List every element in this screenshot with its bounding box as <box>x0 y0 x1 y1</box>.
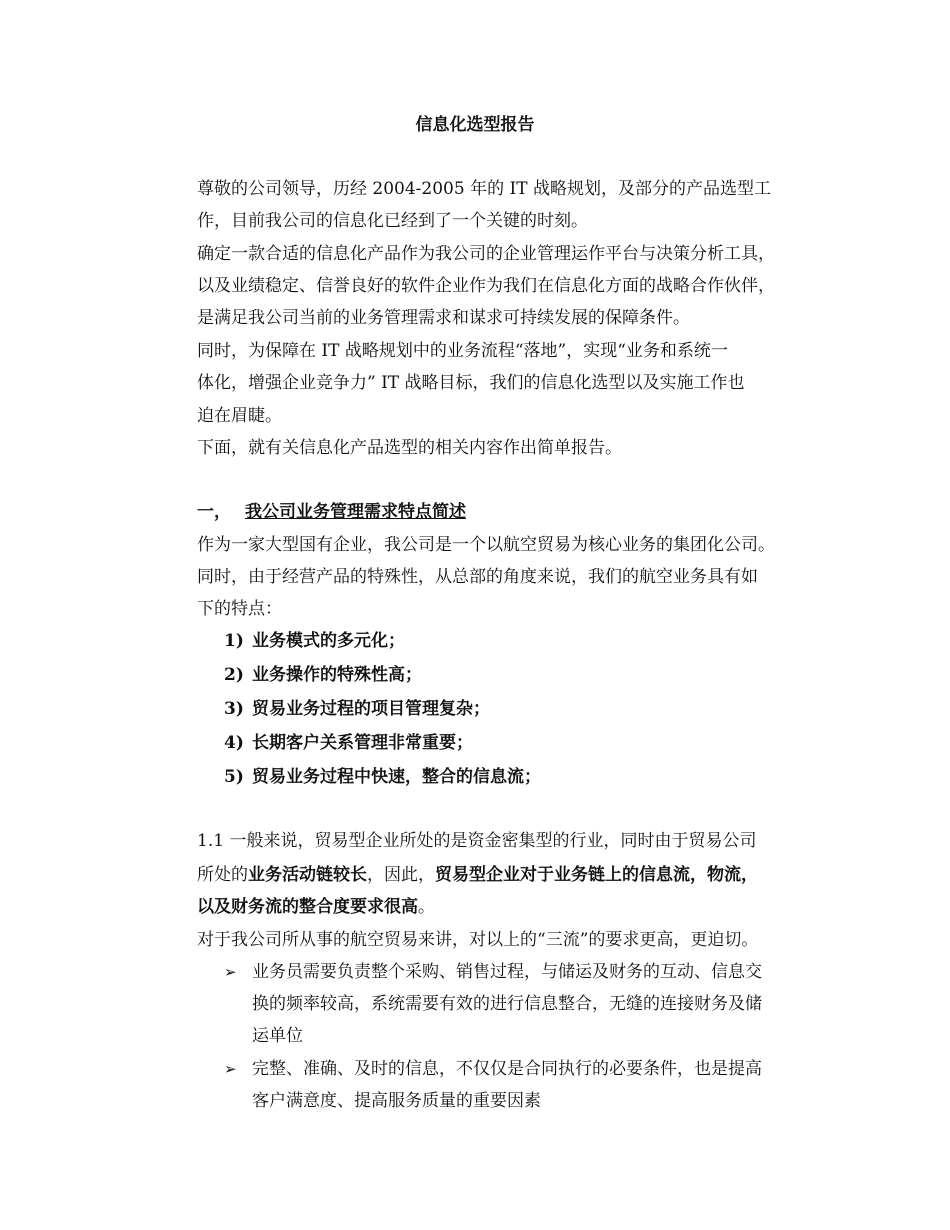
section1-1-text: 所处的 <box>197 865 248 885</box>
intro-p1-line2: 作，目前我公司的信息化已经到了一个关键的时刻。 <box>197 211 588 231</box>
list-item <box>224 630 405 652</box>
list-item-number: 1) <box>224 631 244 651</box>
list-item <box>224 664 422 686</box>
section1-1-line4: 对于我公司所从事的航空贸易来讲，对以上的“三流”的要求更高，更迫切。 <box>197 930 759 950</box>
section1-intro-line2: 同时，由于经营产品的特殊性，从总部的角度来说，我们的航空业务具有如 <box>197 567 758 587</box>
document-title: 信息化选型报告 <box>415 115 535 135</box>
section1-heading-text: 我公司业务管理需求特点简述 <box>245 502 466 522</box>
bullet-1-line1: 业务员需要负责整个采购、销售过程，与储运及财务的互动、信息交 <box>252 962 762 982</box>
list-item-number: 4) <box>224 733 244 753</box>
list-item-number: 5) <box>224 767 244 787</box>
list-item-text: 长期客户关系管理非常重要； <box>252 733 473 753</box>
bullet-1-line2: 换的频率较高，系统需要有效的进行信息整合，无缝的连接财务及储 <box>252 994 762 1014</box>
intro-p2-line1: 确定一款合适的信息化产品作为我公司的企业管理运作平台与决策分析工具， <box>197 244 775 264</box>
section1-1-emphasis: 贸易型企业对于业务链上的信息流，物流， <box>435 865 758 885</box>
section1-intro-line1: 作为一家大型国有企业，我公司是一个以航空贸易为核心业务的集团化公司。 <box>197 535 775 555</box>
section1-heading <box>197 501 466 523</box>
intro-p2-line2: 以及业绩稳定、信誉良好的软件企业作为我们在信息化方面的战略合作伙伴， <box>197 276 775 296</box>
section1-intro-line3: 下的特点： <box>197 599 282 619</box>
section1-1-line3 <box>197 896 435 918</box>
bullet-2-line1: 完整、准确、及时的信息，不仅仅是合同执行的必要条件，也是提高 <box>252 1059 762 1079</box>
section1-number: 一， <box>197 502 231 522</box>
section1-1-emphasis: 业务活动链较长 <box>248 865 367 885</box>
bullet-1-line3: 运单位 <box>252 1026 303 1046</box>
intro-p4-line1: 下面，就有关信息化产品选型的相关内容作出简单报告。 <box>197 438 622 458</box>
intro-p1-line1: 尊敬的公司领导，历经 2004-2005 年的 IT 战略规划，及部分的产品选型工 <box>197 179 771 199</box>
list-item-text: 贸易业务过程中快速，整合的信息流； <box>252 767 541 787</box>
list-item-number: 2) <box>224 665 244 685</box>
section1-1-line1: 1.1 一般来说，贸易型企业所处的是资金密集型的行业，同时由于贸易公司 <box>197 831 757 851</box>
list-item <box>224 698 490 720</box>
intro-p3-line2: 体化，增强企业竞争力” IT 战略目标，我们的信息化选型以及实施工作也 <box>197 373 745 393</box>
list-item <box>224 732 473 754</box>
section1-1-text: ，因此， <box>367 865 435 885</box>
intro-p3-line3: 迫在眉睫。 <box>197 406 282 426</box>
list-item-number: 3) <box>224 699 244 719</box>
intro-p2-line3: 是满足我公司当前的业务管理需求和谋求可持续发展的保障条件。 <box>197 308 690 328</box>
list-item-text: 业务操作的特殊性高； <box>252 665 422 685</box>
section1-1-line2 <box>197 864 758 886</box>
list-item-text: 贸易业务过程的项目管理复杂； <box>252 699 490 719</box>
section1-1-text: 。 <box>418 897 435 917</box>
bullet-2-line2: 客户满意度、提高服务质量的重要因素 <box>252 1091 541 1111</box>
list-item <box>224 766 541 788</box>
arrow-bullet-icon: ➢ <box>224 963 237 981</box>
intro-p3-line1: 同时，为保障在 IT 战略规划中的业务流程“落地”，实现“业务和系统一 <box>197 341 728 361</box>
arrow-bullet-icon: ➢ <box>224 1060 237 1078</box>
list-item-text: 业务模式的多元化； <box>252 631 405 651</box>
section1-1-emphasis: 以及财务流的整合度要求很高 <box>197 897 418 917</box>
